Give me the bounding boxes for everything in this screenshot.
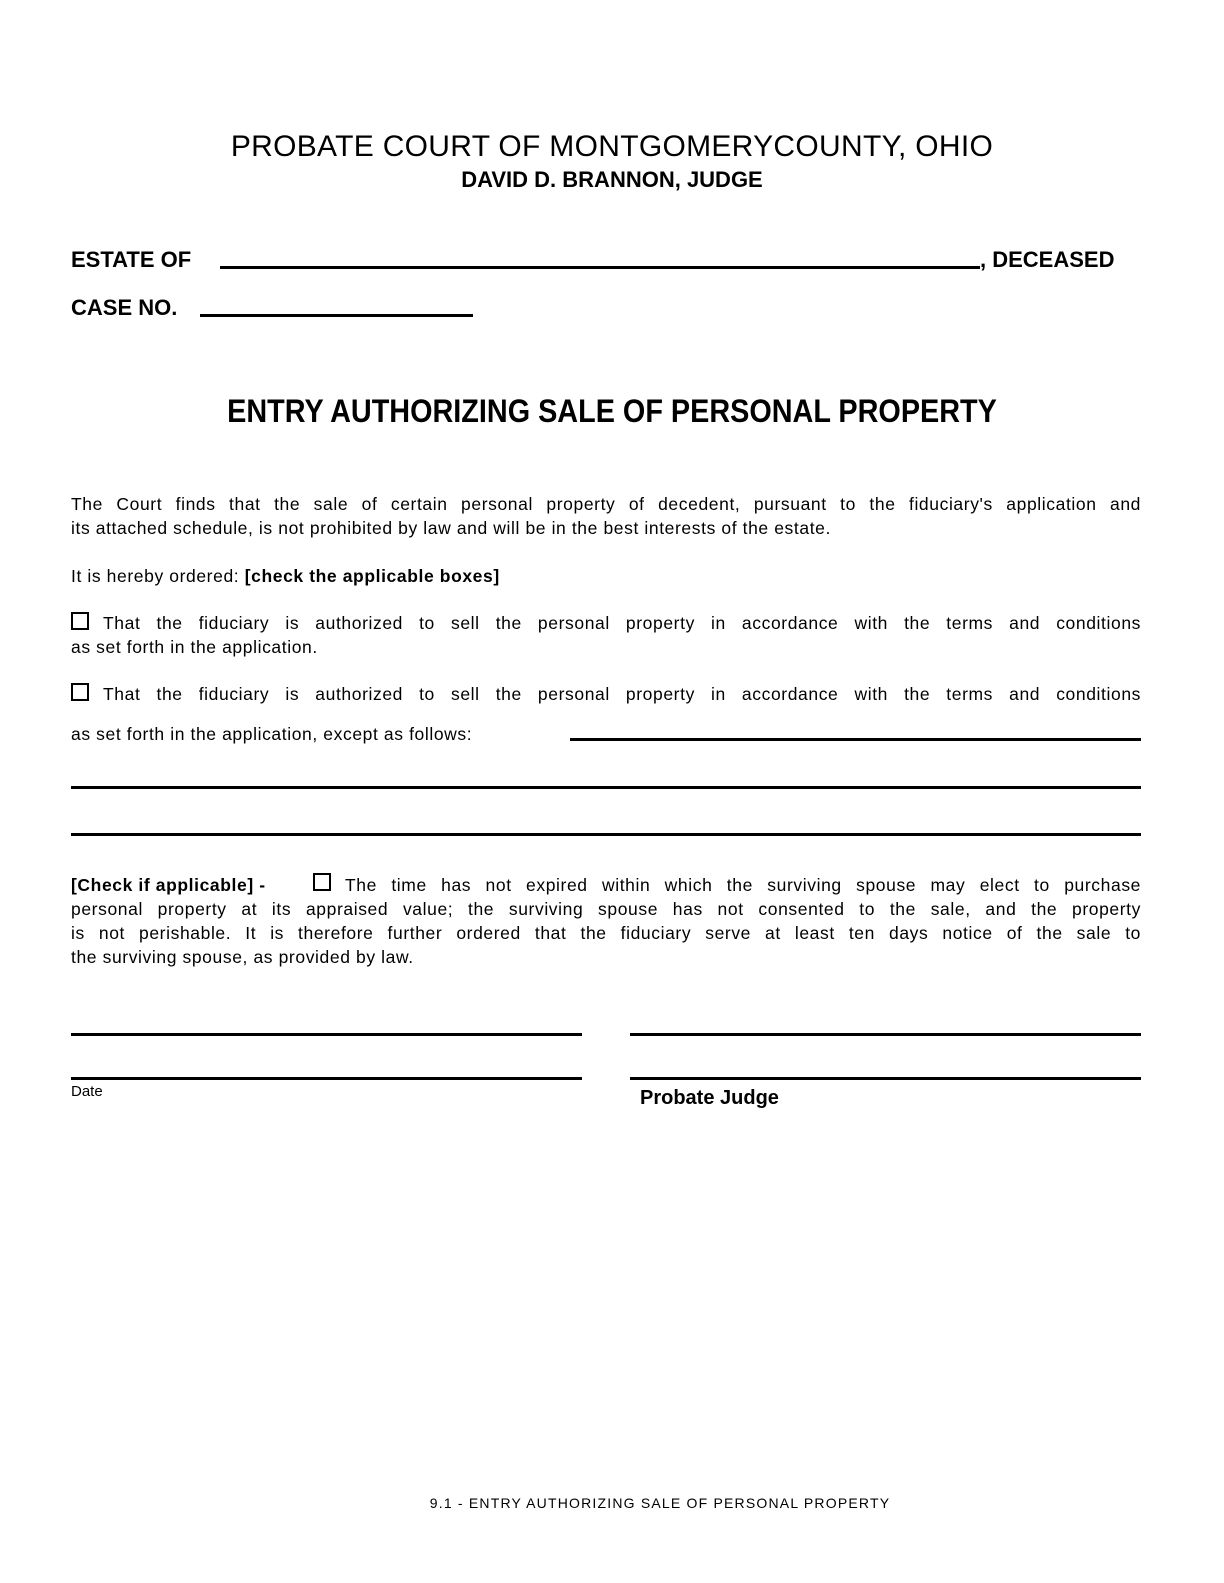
probate-judge-label: Probate Judge [640, 1087, 779, 1109]
judge-name: DAVID D. BRANNON, JUDGE [461, 167, 763, 192]
option1-checkbox[interactable] [71, 612, 89, 630]
judge-signature-field[interactable] [630, 1077, 1141, 1080]
exceptions-field-line-1[interactable] [570, 738, 1141, 741]
judge-signature-line-upper[interactable] [630, 1033, 1141, 1036]
spouse-check-label-text: [Check if applicable] [71, 875, 254, 895]
case-no-field[interactable] [200, 314, 473, 317]
findings-line-2: its attached schedule, is not prohibited by law and will be in the best interests of the estate. [71, 518, 831, 538]
option2-line-1: That the fiduciary is authorized to sell the personal property in accordance with the terms and conditions [103, 684, 1141, 704]
order-intro-instruction: [check the applicable boxes] [244, 566, 500, 586]
order-intro [71, 566, 500, 587]
case-no-label: CASE NO. [71, 295, 178, 320]
exceptions-field-line-2[interactable] [71, 786, 1141, 789]
spouse-check-label [71, 875, 266, 896]
option2-line-2: as set forth in the application, except as follows: [71, 724, 473, 744]
date-signature-line-upper[interactable] [71, 1033, 582, 1036]
spouse-line-2: personal property at its appraised value; the surviving spouse has not consented to the sale, and the property [71, 899, 1141, 919]
court-name: PROBATE COURT OF MONTGOMERYCOUNTY, OHIO [230, 130, 994, 163]
spouse-line-4: the surviving spouse, as provided by law. [71, 947, 414, 967]
order-intro-text: It is hereby ordered: [71, 566, 245, 586]
option1-line-1: That the fiduciary is authorized to sell the personal property in accordance with the terms and conditions [103, 613, 1141, 633]
date-field[interactable] [71, 1077, 582, 1080]
deceased-label: , DECEASED [980, 247, 1115, 272]
document-title: ENTRY AUTHORIZING SALE OF PERSONAL PROPERTY [227, 393, 997, 429]
form-footer: 9.1 - ENTRY AUTHORIZING SALE OF PERSONAL PROPERTY [429, 1495, 891, 1511]
findings-line-1: The Court finds that the sale of certain personal property of decedent, pursuant to the fiduciary's application and [71, 494, 1141, 514]
estate-of-label: ESTATE OF [71, 247, 192, 272]
spouse-line-3: is not perishable. It is therefore further ordered that the fiduciary serve at least ten days notice of the sale to [71, 923, 1141, 943]
option1-line-2: as set forth in the application. [71, 637, 318, 657]
option2-checkbox[interactable] [71, 683, 89, 701]
date-label: Date [71, 1083, 103, 1100]
spouse-checkbox[interactable] [313, 873, 331, 891]
spouse-line-1: The time has not expired within which the surviving spouse may elect to purchase [345, 875, 1141, 895]
estate-name-field[interactable] [220, 266, 980, 269]
exceptions-field-line-3[interactable] [71, 833, 1141, 836]
spouse-dash: - [253, 875, 266, 895]
